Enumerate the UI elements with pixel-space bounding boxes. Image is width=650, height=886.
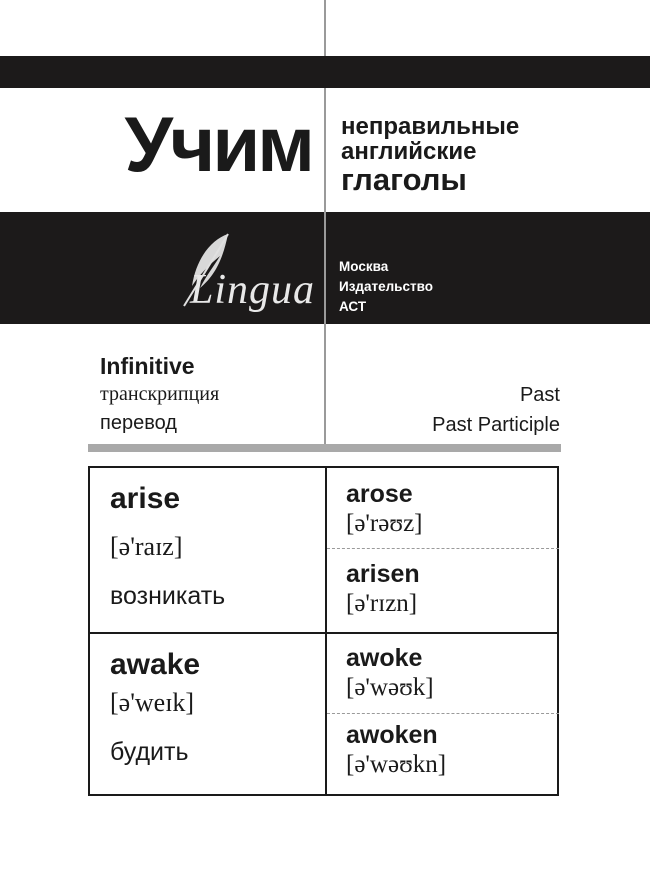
verb-transcription: [ə'raɪz] [110,532,183,561]
verb-participle-transcription: [ə'rɪzn] [346,590,418,617]
center-divider-legend [324,324,326,444]
verb-past-transcription: [ə'wəʊk] [346,674,434,701]
legend-rule [88,444,561,452]
subtitle-line-1: неправильные [341,113,520,140]
legend-translation: перевод [100,412,177,434]
legend-infinitive: Infinitive [100,353,195,379]
publisher-name: АСТ [339,299,367,314]
legend-right [432,380,560,440]
logo-text: Lingua [190,267,316,313]
legend-left [100,352,219,438]
page-subtitle [341,114,519,195]
center-divider-title [324,88,326,212]
verb-past: awoke [346,644,423,672]
legend-transcription: транскрипция [100,383,220,405]
page-title: Учим [124,100,312,188]
verb-translation: будить [110,738,189,766]
table-row-divider [90,632,557,634]
verb-past-transcription: [ə'rəʊz] [346,510,423,537]
subtitle-line-3: глаголы [341,162,467,197]
table-dashed-divider [327,548,559,549]
legend-past: Past [519,384,560,406]
verb-infinitive: arise [110,482,181,515]
verb-translation: возникать [110,582,226,610]
publisher-city: Москва [339,259,389,274]
top-black-bar [0,56,650,88]
subtitle-line-2: английские [341,138,477,165]
publisher-info [339,257,433,317]
legend-past-participle: Past Participle [432,414,560,436]
lingua-logo [170,230,320,313]
verb-participle: arisen [346,560,420,588]
verb-transcription: [ə'weɪk] [110,688,195,717]
verb-infinitive: awake [110,648,201,681]
center-divider-band [324,212,326,324]
center-divider-top [324,0,326,56]
table-dashed-divider [327,713,559,714]
verb-past: arose [346,480,413,508]
publisher-label: Издательство [339,279,433,294]
verb-participle: awoken [346,721,438,749]
verb-table [88,466,559,796]
brand-band [0,212,650,324]
table-column-divider [325,468,327,794]
verb-participle-transcription: [ə'wəʊkn] [346,751,447,778]
